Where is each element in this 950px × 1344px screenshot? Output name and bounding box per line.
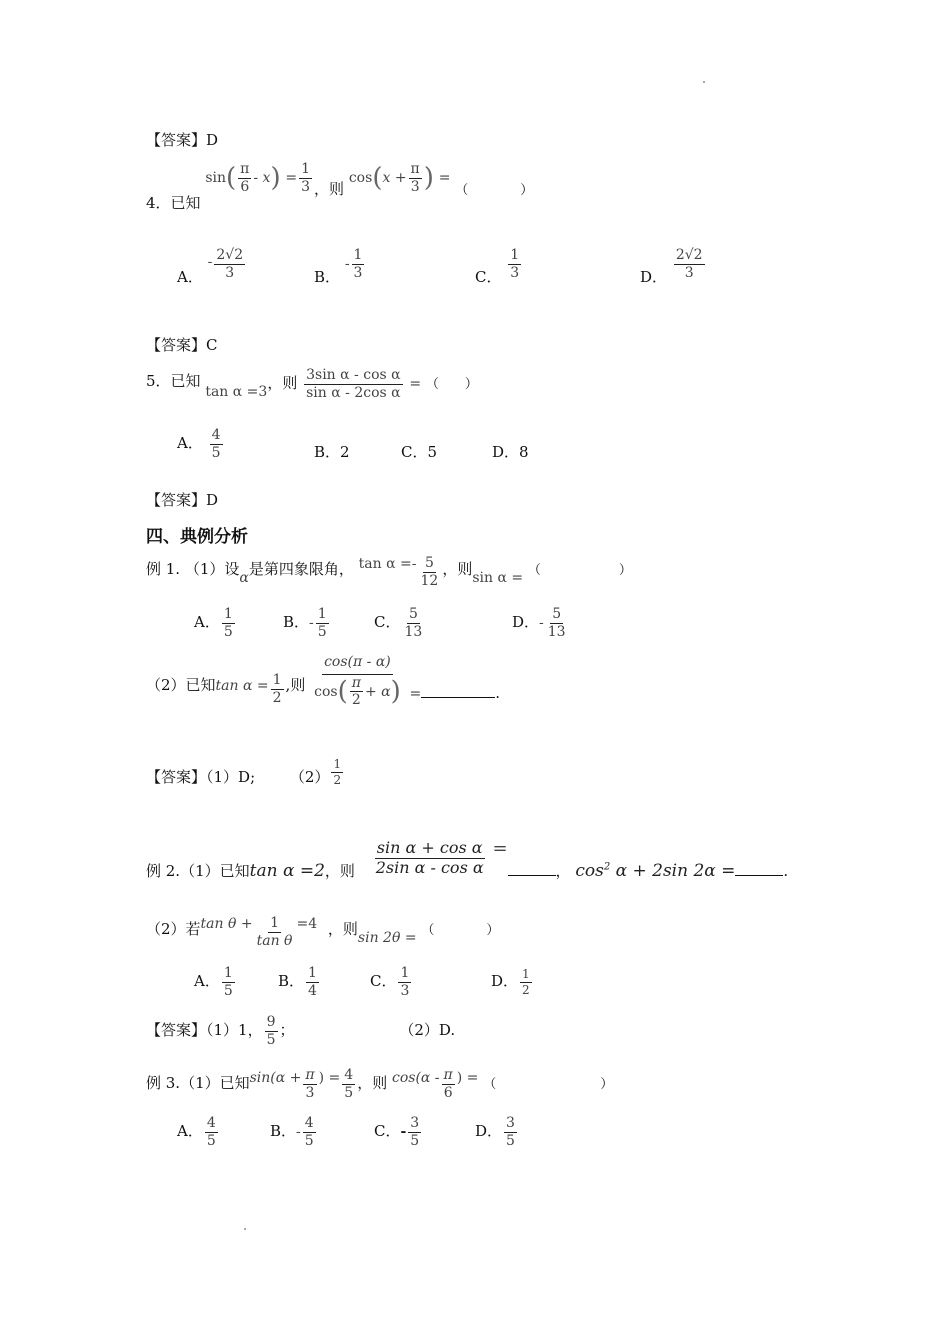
paren-right: ) <box>270 163 281 194</box>
q5-then: ，则 <box>267 374 298 393</box>
example-1-part-2: （2）已知tan α = $\frac{1}{2}$ ,则 cos(π - α) cos( $\frac{\pi}{2}$ + α) = . <box>146 654 501 709</box>
q4-option-d: D． $\frac{2√2}{3}$ <box>640 247 703 287</box>
ex1-option-b: B．- $\frac{1}{5}$ <box>283 606 327 640</box>
answer-paren: （ ） <box>455 183 534 199</box>
example-1-part-1: 例 1. （1）设α是第四象限角， tan α =- $\frac{5}{12}$ ，则sin α = （ ） <box>146 555 632 589</box>
example-2-part-2: （2）若tan θ + $\frac{1}{\text{tan θ}}$ =4 ，则sin 2θ = （ ） <box>146 915 500 949</box>
answer-5: 【答案】（1）1， $\frac{9}{5}$ ； （2）D. <box>146 1014 456 1048</box>
ex1-option-c: C． $\frac{5}{13}$ <box>374 606 423 640</box>
q4-x-plus: x + <box>382 170 407 187</box>
q4-number: 4．已知 <box>146 194 201 213</box>
q5-number: 5．已知 <box>146 372 201 391</box>
question-5 <box>146 368 478 400</box>
q4-cos: cos <box>348 170 373 187</box>
paren-right: ) <box>423 163 434 194</box>
q4-minus-x: - x <box>253 170 271 187</box>
blank[interactable] <box>735 875 783 876</box>
answer-label: 【答案】D <box>146 491 219 509</box>
equals: = <box>285 170 298 187</box>
answer-label: 【答案】D <box>146 131 219 149</box>
equals: = <box>409 376 422 393</box>
q4-option-a: A． - $\frac{2√2}{3}$ <box>177 247 244 287</box>
answer-4: 【答案】（1）D; （2） $\frac{1}{2}$ <box>146 757 342 787</box>
paren-left: ( <box>372 163 383 194</box>
section-heading: 四、典例分析 <box>146 527 248 547</box>
blank[interactable] <box>508 875 556 876</box>
q5-option-a: A． $\frac{4}{5}$ <box>177 427 221 461</box>
ex2-option-c: C． $\frac{1}{3}$ <box>370 965 410 999</box>
ex2-option-d: D． $\frac{1}{2}$ <box>491 967 530 997</box>
ex3-option-a: A． $\frac{4}{5}$ <box>177 1115 216 1149</box>
question-4 <box>146 161 534 213</box>
example-2-part-1: 例 2.（1）已知tan α =2，则 $\frac{\text{sin α + cos α}}{\text{2sin α - cos α}}$ =， $\cos^2 \alpha + 2\sin$ 2α = . <box>146 838 789 882</box>
fraction: $\frac{\text{3sin α - cos α}}{\text{sin α - 2cos α}}$ <box>306 367 401 401</box>
example-3: 例 3.（1）已知sin(α + $\frac{\pi}{3}$ ) = $\frac{4}{5}$ ，则 cos(α - $\frac{\pi}{6}$ ) = （ ） <box>146 1067 614 1101</box>
q4-sin: sin <box>205 170 227 187</box>
q5-option-d: D．8 <box>492 443 529 461</box>
q4-option-c: C． $\frac{1}{3}$ <box>475 247 520 287</box>
q4-then: ，则 <box>314 180 345 199</box>
answer-label: 【答案】C <box>146 336 218 354</box>
fraction: $\frac{\pi}{3}$ <box>410 161 420 195</box>
fraction: cos(π - α) cos( $\frac{\pi}{2}$ + α) <box>314 654 401 709</box>
blank[interactable] <box>421 697 495 698</box>
paren-left: ( <box>226 163 237 194</box>
ex3-option-d: D． $\frac{3}{5}$ <box>475 1115 515 1149</box>
fraction: $\frac{1}{3}$ <box>301 161 311 195</box>
q5-condition: tan α =3 <box>205 384 268 401</box>
fraction: $\frac{\pi}{6}$ <box>240 161 250 195</box>
page-mark <box>244 1228 246 1230</box>
ex1-option-d: D．- $\frac{5}{13}$ <box>512 606 566 640</box>
ex1-option-a: A． $\frac{1}{5}$ <box>194 606 233 640</box>
answer-paren: （ ） <box>425 377 478 393</box>
ex3-option-b: B．- $\frac{4}{5}$ <box>270 1115 314 1149</box>
q4-option-b: B． - $\frac{1}{3}$ <box>314 247 363 287</box>
ex3-option-c: C．- $\frac{3}{5}$ <box>374 1115 420 1149</box>
q5-option-b: B．2 <box>314 443 350 461</box>
page-mark <box>703 81 705 83</box>
q5-option-c: C．5 <box>401 443 438 461</box>
equals: = <box>438 170 451 187</box>
ex2-option-b: B． $\frac{1}{4}$ <box>278 965 317 999</box>
ex2-option-a: A． $\frac{1}{5}$ <box>194 965 233 999</box>
